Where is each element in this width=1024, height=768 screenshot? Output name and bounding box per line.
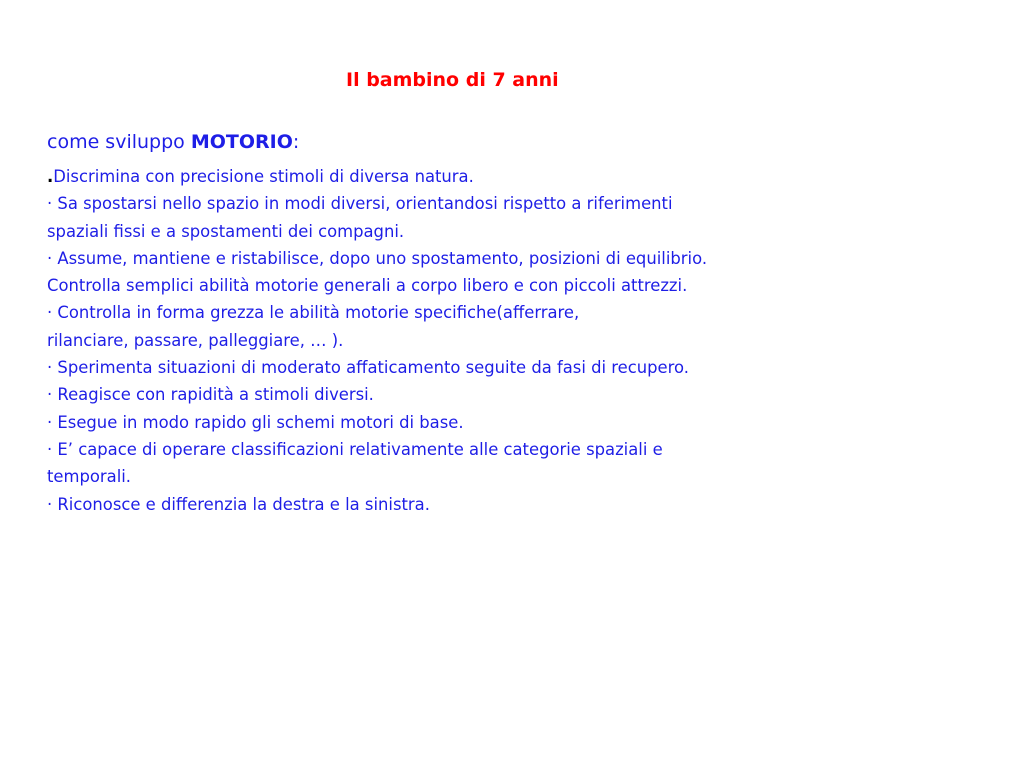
body-line: · Riconosce e differenzia la destra e la sinistra.	[47, 494, 430, 514]
body-line: · Sa spostarsi nello spazio in modi diversi, orientandosi rispetto a riferimenti	[47, 194, 673, 214]
body-line: · Sperimenta situazioni di moderato affaticamento seguite da fasi di recupero.	[47, 358, 689, 378]
body-line: rilanciare, passare, palleggiare, … ).	[47, 330, 344, 350]
subtitle-prefix: come sviluppo	[47, 131, 191, 153]
body-line: spaziali fissi e a spostamenti dei compagni.	[47, 221, 405, 241]
body-line: · Reagisce con rapidità a stimoli diversi.	[47, 385, 374, 405]
body-line: · Esegue in modo rapido gli schemi motori di base.	[47, 412, 464, 432]
slide-subtitle	[47, 131, 299, 153]
subtitle-keyword: MOTORIO	[190, 131, 293, 153]
body-line: · E’ capace di operare classificazioni relativamente alle categorie spaziali e	[47, 439, 663, 459]
body-line: · Assume, mantiene e ristabilisce, dopo uno spostamento, posizioni di equilibrio.	[47, 248, 708, 268]
body-line	[47, 163, 947, 190]
body-line: · Controlla in forma grezza le abilità motorie specifiche(afferrare,	[47, 303, 580, 323]
body-line-text: Discrimina con precisione stimoli di diversa natura.	[53, 167, 474, 186]
bullet-marker: .	[47, 167, 54, 186]
subtitle-suffix: :	[292, 131, 300, 153]
slide-title: Il bambino di 7 anni	[346, 69, 559, 91]
body-line: temporali.	[47, 467, 132, 487]
body-line: Controlla semplici abilità motorie generali a corpo libero e con piccoli attrezzi.	[47, 276, 688, 296]
slide-body	[47, 163, 947, 518]
